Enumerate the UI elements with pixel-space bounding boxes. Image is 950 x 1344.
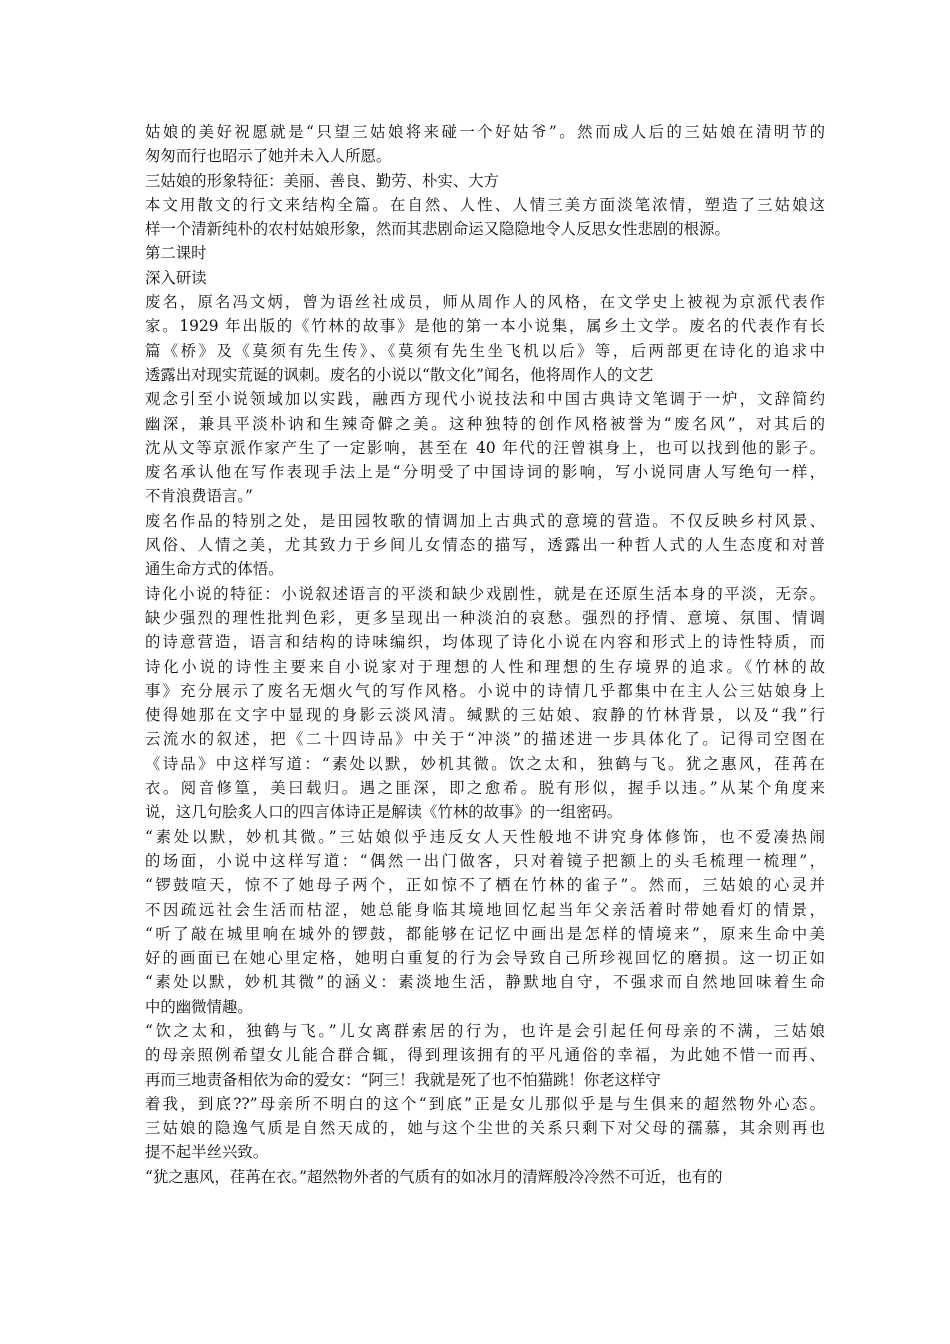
text-line: 不因疏远社会生活而枯涩，她总能身临其境地回忆起当年父亲活着时带她看灯的情景， (145, 900, 825, 919)
text-line: 废名承认他在写作表现手法上是“分明受了中国诗词的影响，写小说同唐人写绝句一样， (145, 463, 825, 482)
text-line: 沈从文等京派作家产生了一定影响，甚至在 40 年代的汪曾祺身上，也可以找到他的影子。 (145, 438, 825, 457)
text-line: 中的幽微情趣。 (145, 997, 253, 1016)
text-line: 的母亲照例希望女儿能合群合辄，得到理该拥有的平凡通俗的幸福，为此她不惜一而再、 (145, 1046, 825, 1065)
text-line: 观念引至小说领域加以实践，融西方现代小说技法和中国古典诗文笔调于一炉，文辞简约 (145, 390, 825, 409)
text-line: 三姑娘的形象特征：美丽、善良、勤劳、朴实、大方 (145, 171, 499, 190)
text-line: 通生命方式的体悟。 (145, 560, 284, 579)
text-line: 透露出对现实荒诞的讽刺。废名的小说以“散文化”闻名，他将周作人的文艺 (145, 365, 654, 384)
text-line: 使得她那在文字中显现的身影云淡风清。缄默的三姑娘、寂静的竹林背景，以及“我”行 (145, 706, 825, 725)
text-line: 姑娘的美好祝愿就是“只望三姑娘将来碰一个好姑爷”。然而成人后的三姑娘在清明节的 (145, 123, 825, 141)
text-line: 再而三地责备相依为命的爱女：“阿三！我就是死了也不怕猫跳！你老这样守 (145, 1070, 661, 1089)
text-line: 本文用散文的行文来结构全篇。在自然、人性、人情三美方面淡笔浓情，塑造了三姑娘这 (145, 195, 825, 214)
text-line: 匆匆而行也昭示了她并未入人所愿。 (145, 147, 392, 166)
text-line: 风俗、人情之美，尤其致力于乡间儿女情态的描写，透露出一种哲人式的人生态度和对普 (145, 536, 825, 555)
text-line: 不肯浪费语言。” (145, 487, 253, 506)
text-line: 事》充分展示了废名无烟火气的写作风格。小说中的诗情几乎都集中在主人公三姑娘身上 (145, 681, 825, 700)
text-line: 好的画面已在她心里定格，她明白重复的行为会导致自己所珍视回忆的磨损。这一切正如 (145, 949, 825, 968)
text-line: 第二课时 (145, 244, 207, 263)
text-line: 三姑娘的隐逸气质是自然天成的，她与这个尘世的关系只剩下对父母的孺慕，其余则再也 (145, 1119, 825, 1138)
text-line: 废名作品的特别之处，是田园牧歌的情调加上古典式的意境的营造。不仅反映乡村风景、 (145, 511, 825, 530)
text-line: 说，这几句脍炙人口的四言体诗正是解读《竹林的故事》的一组密码。 (145, 803, 623, 822)
document-page (145, 120, 825, 1189)
text-line: 提不起半丝兴致。 (145, 1143, 269, 1162)
text-line: 篇《桥》及《莫须有先生传》、《莫须有先生坐飞机以后》等，后两部更在诗化的追求中 (145, 341, 825, 360)
text-line: “锣鼓喧天，惊不了她母子两个，正如惊不了栖在竹林的雀子”。然而，三姑娘的心灵并 (145, 876, 825, 895)
text-line: 深入研读 (145, 268, 207, 287)
text-line: 废名，原名冯文炳，曾为语丝社成员，师从周作人的风格，在文学史上被视为京派代表作 (145, 293, 825, 312)
text-line: 云流水的叙述，把《二十四诗品》中关于“冲淡”的描述进一步具体化了。记得司空图在 (145, 730, 825, 749)
text-line: “饮之太和，独鹤与飞。”儿女离群索居的行为，也许是会引起任何母亲的不满，三姑娘 (145, 1021, 825, 1040)
text-line: 《诗品》中这样写道：“素处以默，妙机其微。饮之太和，独鹤与飞。犹之惠风，荏苒在 (145, 754, 825, 773)
text-line: 缺少强烈的理性批判色彩，更多呈现出一种淡泊的哀愁。强烈的抒情、意境、氛围、情调 (145, 608, 825, 627)
text-line: 衣。阅音修篁，美曰载归。遇之匪深，即之愈希。脱有形似，握手以违。”从某个角度来 (145, 779, 825, 798)
text-line: 幽深，兼具平淡朴讷和生辣奇僻之美。这种独特的创作风格被誉为“废名风”，对其后的 (145, 414, 825, 433)
text-line: 的场面，小说中这样写道：“偶然一出门做客，只对着镜子把额上的头毛梳理一梳理”， (145, 851, 825, 870)
text-line: 的诗意营造，语言和结构的诗味编织，均体现了诗化小说在内容和形式上的诗性特质，而 (145, 633, 825, 652)
text-line: 诗化小说的诗性主要来自小说家对于理想的人性和理想的生存境界的追求。《竹林的故 (145, 657, 825, 676)
text-line: “素处以默，妙机其微。”三姑娘似乎违反女人天性般地不讲究身体修饰，也不爱凑热闹 (145, 827, 825, 846)
text-line: 着我，到底??”母亲所不明白的这个“到底”正是女儿那似乎是与生俱来的超然物外心态。 (145, 1094, 825, 1113)
text-line: “犹之惠风，荏苒在衣。”超然物外者的气质有的如冰月的清辉般冷冷然不可近，也有的 (145, 1167, 723, 1186)
text-line: 家。1929 年出版的《竹林的故事》是他的第一本小说集，属乡土文学。废名的代表作有长 (145, 317, 825, 336)
text-line: “素处以默，妙机其微”的涵义：素淡地生活，静默地自守，不强求而自然地回味着生命 (145, 973, 825, 992)
text-line: “听了敲在城里响在城外的锣鼓，都能够在记忆中画出是怎样的情境来”，原来生命中美 (145, 924, 825, 943)
text-line: 样一个清新纯朴的农村姑娘形象，然而其悲剧命运又隐隐地令人反思女性悲剧的根源。 (145, 220, 730, 239)
text-line: 诗化小说的特征：小说叙述语言的平淡和缺少戏剧性，就是在还原生活本身的平淡，无奈。 (145, 584, 825, 603)
